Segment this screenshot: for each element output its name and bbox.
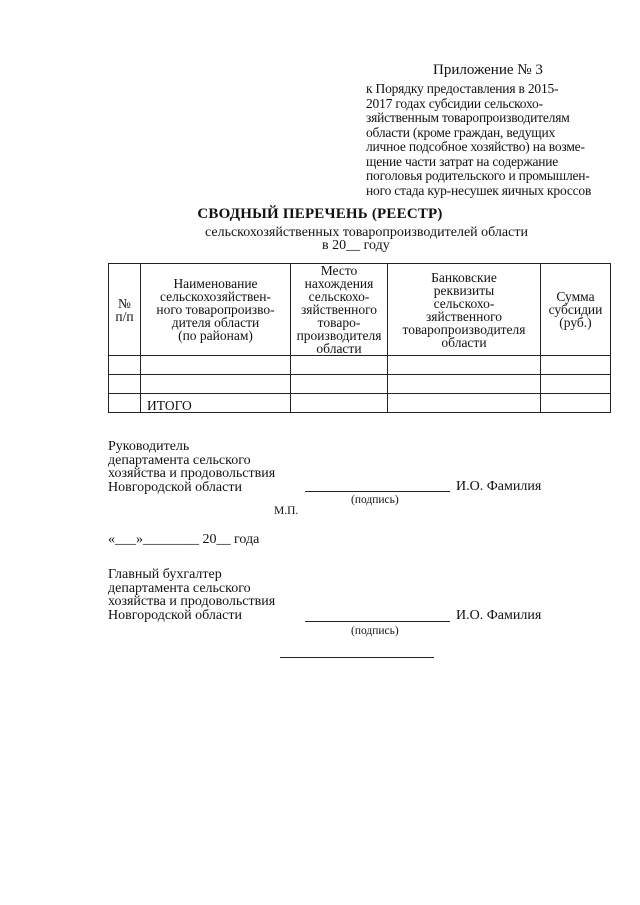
appendix-line: ного стада кур-несушек яичных кроссов: [366, 182, 592, 198]
accountant-signature-caption: (подпись): [351, 625, 399, 637]
header-subsidy-amount: Сумма субсидии (руб.): [541, 264, 611, 356]
document-year: в 20__ году: [322, 238, 390, 253]
appendix-title: Приложение № 3: [433, 62, 543, 78]
total-label: ИТОГО: [141, 394, 291, 413]
header-bank-details: Банковские реквизиты сельскохо- зяйственного товаропроизводителя области: [388, 264, 541, 356]
appendix-line: поголовья родительского и промышлен-: [366, 168, 590, 183]
appendix-line: области (кроме граждан, ведущих: [366, 124, 556, 140]
header-number: № п/п: [109, 264, 141, 356]
stamp-placeholder: М.П.: [274, 505, 299, 517]
header-producer-name: Наименование сельскохозяйствен- ного товаропроизво- дителя области (по районам): [141, 264, 291, 356]
registry-table: [108, 263, 611, 413]
date-line: «___»________ 20__ года: [108, 532, 260, 547]
appendix-line: щение части затрат на содержание: [366, 153, 559, 169]
accountant-position: Главный бухгалтер департамента сельского хозяйства и продовольствия Новгородской области: [108, 567, 276, 623]
appendix-line: личное подсобное хозяйство) на возме-: [366, 139, 585, 154]
document-subtitle: сельскохозяйственных товаропроизводителей области: [205, 225, 528, 240]
appendix-line: к Порядку предоставления в 2015-: [366, 81, 559, 96]
table-row: [109, 356, 611, 375]
head-position: Руководитель департамента сельского хозяйства и продовольствия Новгородской области: [108, 439, 276, 495]
table-header-row: [109, 264, 611, 356]
table-row: [109, 375, 611, 394]
table-total-row: [109, 394, 611, 413]
document-title: СВОДНЫЙ ПЕРЕЧЕНЬ (РЕЕСТР): [197, 206, 443, 222]
appendix-description: [366, 82, 616, 198]
appendix-line: 2017 годах субсидии сельскохо-: [366, 95, 543, 111]
appendix-line: зяйственным товаропроизводителям: [366, 110, 570, 125]
closing-separator-line: [280, 657, 434, 658]
head-name: И.О. Фамилия: [456, 479, 542, 494]
header-location: Место нахождения сельскохо- зяйственного товаро- производителя области: [291, 264, 388, 356]
head-signature-caption: (подпись): [351, 494, 399, 506]
accountant-signature-line: [305, 621, 450, 622]
head-signature-line: [305, 491, 450, 492]
accountant-name: И.О. Фамилия: [456, 608, 542, 623]
